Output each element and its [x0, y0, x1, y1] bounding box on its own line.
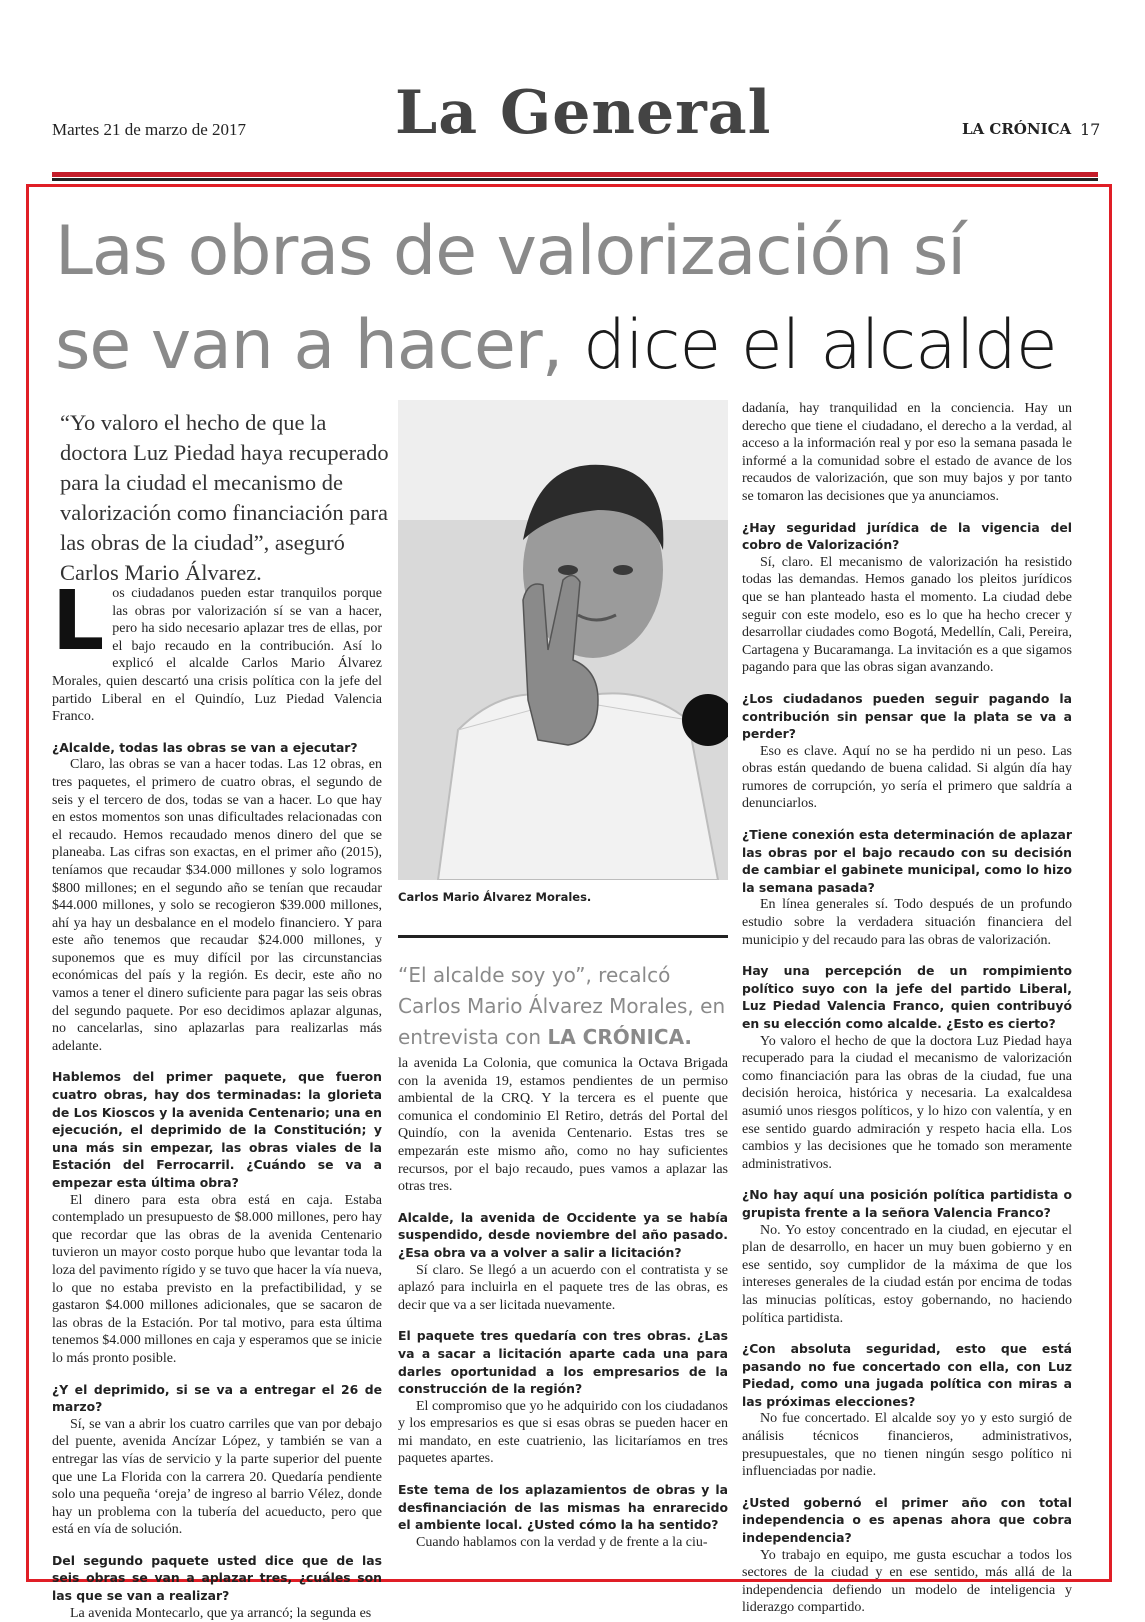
question: Este tema de los aplazamientos de obras y la desfinanciación de las mismas ha enrarecido el ambiente local. ¿Usted cómo la ha sentido? [398, 1482, 728, 1533]
answer: No. Yo estoy concentrado en la ciudad, en ejecutar el plan de desarrollo, en hacer un muy buen gobierno y en ese sentido, soy cumplidor de la máxima de que los intereses generales de la ciudad están por encima de todas las minucias políticas, estoy gobernando, no haciendo política partidista. [742, 1222, 1072, 1326]
headline-line-2 [55, 306, 1057, 385]
question: ¿Alcalde, todas las obras se van a ejecutar? [52, 739, 358, 755]
mayor-photo [398, 400, 728, 880]
column-1 [52, 574, 382, 1622]
answer: El compromiso que yo he adquirido con los ciudadanos y los empresarios es que si esas obras se pueden hacer en mi mandato, en este cuatrienio, las licitaríamos en tres paquetes apartes. [398, 1398, 728, 1467]
question: El paquete tres quedaría con tres obras. ¿Las va a sacar a licitación aparte cada una para darles oportunidad a los empresarios de la construcción de la región? [398, 1328, 728, 1397]
section-title: La General [395, 78, 772, 148]
pull-quote [398, 960, 728, 1053]
column-2 [398, 1055, 728, 1551]
column-3 [742, 400, 1072, 1617]
answer: la avenida La Colonia, que comunica la Octava Brigada con la avenida 19, estamos pendientes de un permiso ambiental de la CRQ. Y la tercera es el puente que comunica el condominio El Retiro, detrás del Portal del Quindío, con la avenida Centenario. Estas tres se empezarán este mismo año, como no hay suficientes recursos, por el bajo recaudo, pues vamos a aplazar las otras tres. [398, 1056, 728, 1195]
question: ¿Usted gobernó el primer año con total independencia o es apenas ahora que cobra independencia? [742, 1494, 1072, 1546]
answer: Sí, se van a abrir los cuatro carriles que van por debajo del puente, avenida Ancízar López, y también se van a entregar las vías de servicio y la parte superior del puente que une La Florida con la carrera 20. Quedaría pendiente solo una pequeña ‘oreja’ de ingreso al barrio Vélez, donde hay un problema con la tubería del acueducto, pero que está en vía de solución. [52, 1416, 382, 1538]
headline-line-1: Las obras de valorización sí [55, 212, 966, 291]
answer: Cuando hablamos con la verdad y de frente a la ciu- [416, 1534, 708, 1550]
question: ¿Los ciudadanos pueden seguir pagando la contribución sin pensar que la plata se va a perder? [742, 690, 1072, 742]
answer: La avenida Montecarlo, que ya arrancó; la segunda es [70, 1605, 372, 1621]
question: ¿Tiene conexión esta determinación de aplazar las obras por el bajo recaudo con su decisión de cambiar el gabinete municipal, como lo hizo la semana pasada? [742, 827, 1072, 895]
headline-dark-part: dice el alcalde [582, 306, 1057, 385]
pull-quote-text: “El alcalde soy yo”, recalcó Carlos Mario Álvarez Morales, en entrevista con [398, 963, 726, 1049]
question: Del segundo paquete usted dice que de las seis obras se van a aplazar tres, ¿cuáles son las que se van a realizar? [52, 1552, 382, 1604]
answer: Yo trabajo en equipo, me gusta escuchar a todos los sectores de la ciudad y en ese sentido, más allá de la independencia defiendo un modelo de inteligencia y liderazgo compartido. [742, 1547, 1072, 1616]
answer: Sí, claro. El mecanismo de valorización ha resistido todas las demandas. Hemos ganado los pleitos jurídicos que se han planteado hasta el momento. La ciudad debe seguir con este modelo, eso es lo que ha hecho crecer y desarrollar ciudades como Bogotá, Medellín, Cali, Pereira, Cartagena y Bucaramanga. La invitación es a que sigamos pagando para que las obras sigan avanzando. [742, 554, 1072, 676]
question: ¿Y el deprimido, si se va a entregar el 26 de marzo? [52, 1381, 382, 1415]
intro-text: os ciudadanos pueden estar tranquilos porque las obras por valorización sí se van a hacer, pero ha sido necesario aplazar tres de ellas, por el bajo recaudo en la contribución. Así lo explicó el alcalde Carlos Mario Álvarez Morales, quien descartó una crisis política con la jefe del partido Liberal en el Quindío, Luz Piedad Valencia Franco. [52, 586, 382, 725]
question: Alcalde, la avenida de Occidente ya se había suspendido, desde noviembre del año pasado. ¿Esa obra va a volver a salir a licitación? [398, 1209, 728, 1260]
header-rule-black [52, 178, 1098, 181]
question: ¿Con absoluta seguridad, esto que está pasando no fue concertado con ella, con Luz Piedad, como una jugada política con miras a las próximas elecciones? [742, 1341, 1072, 1409]
photo-illustration [398, 400, 728, 880]
answer: Yo valoro el hecho de que la doctora Luz Piedad haya recuperado para la ciudad el mecanismo de valorización como financiación para las obras de la ciudad, fue una decisión heroica, histórica y necesaria. La exalcaldesa asumió unos riesgos políticos, y lo hizo con valentía, y en ese sentido guardo admiración y respeto hacia ella. Los cambios y las decisiones que he tomado son meramente administrativos. [742, 1033, 1072, 1172]
page-number: 17 [1080, 120, 1101, 139]
question: ¿Hay seguridad jurídica de la vigencia del cobro de Valorización? [742, 519, 1072, 553]
question: Hablemos del primer paquete, que fueron cuatro obras, hay dos terminadas: la glorieta de Los Kioscos y la avenida Centenario; una en ejecución, el deprimido de la Constitución; y una más sin empezar, las obras viales de la Estación del Ferrocarril. ¿Cuándo se va a empezar esta última obra? [52, 1069, 382, 1190]
answer: dadanía, hay tranquilidad en la conciencia. Hay un derecho que tiene el ciudadano, el derecho a la verdad, al acceso a la información real y por eso la semana pasada le informé a la comunidad sobre el estado de avance de los recaudos de valorización, que son muy bajos y por tanto se tomaron las decisiones que ya anunciamos. [742, 401, 1072, 504]
photo-caption: Carlos Mario Álvarez Morales. [398, 890, 592, 904]
issue-date: Martes 21 de marzo de 2017 [52, 120, 247, 139]
header-rule-red [52, 172, 1098, 177]
answer: No fue concertado. El alcalde soy yo y esto surgió de análisis técnicos financieros, administrativos, presupuestales, que no tienen ningún sesgo político ni influenciadas por nadie. [742, 1411, 1072, 1480]
newspaper-name: LA CRÓNICA [962, 120, 1072, 138]
answer: En línea generales sí. Todo después de un profundo estudio sobre la verdadera situación financiera del municipio y del recaudo para las obras de valorización. [742, 897, 1072, 948]
answer: Eso es clave. Aquí no se ha perdido ni un peso. Las obras están quedando de buena calidad. Si algún día hay rumores de corrupción, yo sería el primero que saldría a denunciarlos. [742, 743, 1072, 812]
question: Hay una percepción de un rompimiento político suyo con la jefe del partido Liberal, Luz Piedad Valencia Franco, quien contribuyó en su elección como alcalde. ¿Esto es cierto? [742, 963, 1072, 1031]
answer: El dinero para esta obra está en caja. Estaba contemplado un presupuesto de $8.000 millones, pero hay que recordar que las obras de la avenida Centenario tuvieron un mayor costo porque hubo que levantar toda la loza del pavimento rígido y se tuvo que hacer la vía nueva, lo que no estaba previsto en la prefactibilidad, y se gastaron $4.000 millones adicionales, que se sacaron de las obras de la Estación. Por tal motivo, para esta última tenemos $4.000 millones en caja y esperamos que se inicie lo más pronto posible. [52, 1192, 382, 1366]
lead-quote: “Yo valoro el hecho de que la doctora Luz Piedad haya recuperado para la ciudad el mecanismo de valorización como financiación para las obras de la ciudad”, aseguró Carlos Mario Álvarez. [60, 410, 389, 585]
drop-cap: L [52, 574, 105, 669]
pull-quote-rule [398, 935, 728, 938]
answer: Claro, las obras se van a hacer todas. Las 12 obras, en tres paquetes, el primero de cuatro obras, el segundo de seis y el tercero de dos, todas se van a hacer. Lo que hay en estos momentos son unas dificultades relacionadas con el recaudo. Hemos recaudado menos dinero del que se planeaba. Las cifras son exactas, en el primer año (2015), teníamos que recaudar $34.000 millones y solo logramos $800 millones; en el segundo año se tenían que recaudar $44.000 millones, y solo se recogieron $39.000 millones, ahí ya hay un desbalance en el modelo financiero. Y para este año tenemos que recaudar $24.000 millones, y suponemos que es muy difícil por las circunstancias económicas del país y la región. Es decir, este año no vamos a tener el dinero suficiente para pagar las seis obras del segundo paquete. Por eso decidimos aplazar algunas, no cancelarlas, sino aplazarlas para realizarlas más adelante. [52, 757, 382, 1054]
headline-grey-part: se van a hacer, [55, 306, 563, 385]
pull-quote-paper: LA CRÓNICA. [547, 1025, 693, 1049]
question: ¿No hay aquí una posición política partidista o grupista frente a la señora Valencia Franco? [742, 1187, 1072, 1220]
answer: Sí claro. Se llegó a un acuerdo con el contratista y se aplazó para incluirla en el paquete tres de las obras, es decir que va a ser licitada nuevamente. [398, 1262, 728, 1313]
